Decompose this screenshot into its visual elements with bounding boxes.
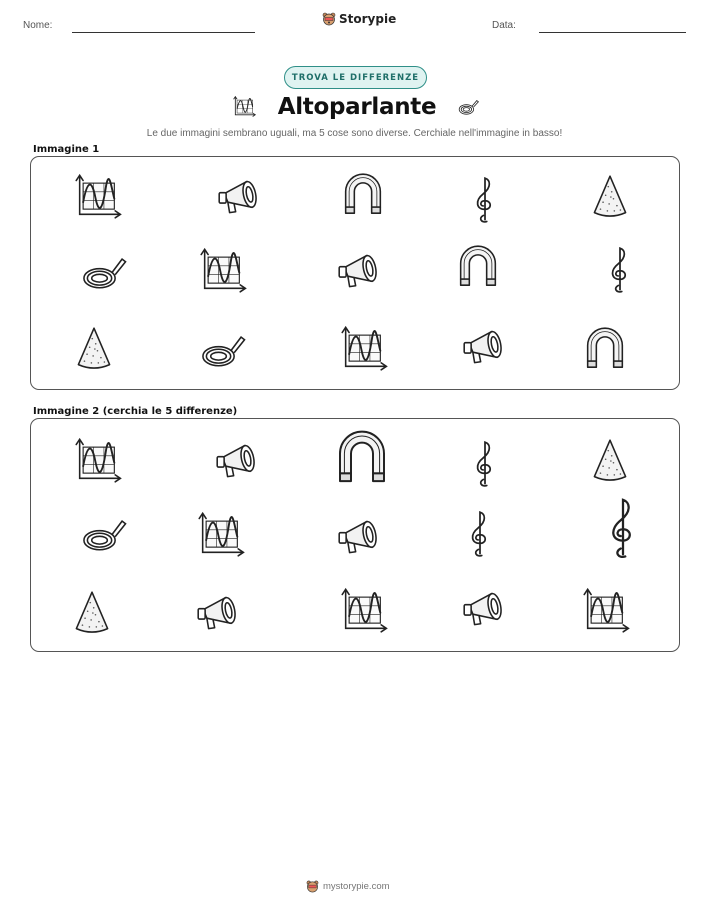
megaphone-icon[interactable] [193, 587, 245, 639]
chart-icon[interactable] [337, 585, 389, 637]
cone-icon[interactable] [66, 587, 118, 639]
coil-icon [456, 95, 480, 119]
treble-clef-icon[interactable] [589, 493, 657, 561]
megaphone-icon[interactable] [214, 171, 266, 223]
bear-logo-icon [322, 12, 336, 26]
treble-clef-icon[interactable] [459, 437, 511, 489]
name-label: Nome: [23, 20, 53, 31]
coil-icon[interactable] [77, 509, 129, 561]
megaphone-icon[interactable] [459, 321, 511, 373]
chart-icon[interactable] [194, 509, 246, 561]
magnet-icon[interactable] [579, 323, 631, 375]
chart-icon[interactable] [71, 171, 123, 223]
coil-icon[interactable] [77, 247, 129, 299]
footer-url[interactable]: mystorypie.com [323, 881, 390, 892]
megaphone-icon[interactable] [334, 511, 386, 563]
cone-icon[interactable] [584, 435, 636, 487]
magnet-icon[interactable] [452, 241, 504, 293]
megaphone-icon[interactable] [334, 245, 386, 297]
date-label: Data: [492, 20, 516, 31]
treble-clef-icon[interactable] [454, 507, 506, 559]
brand-logo [322, 12, 396, 26]
chart-icon[interactable] [579, 585, 631, 637]
megaphone-icon[interactable] [459, 583, 511, 635]
image1-label: Immagine 1 [33, 144, 100, 155]
treble-clef-icon[interactable] [459, 173, 511, 225]
magnet-icon[interactable] [329, 425, 395, 491]
activity-badge: TROVA LE DIFFERENZE [284, 66, 427, 89]
image1-panel [30, 156, 680, 390]
treble-clef-icon[interactable] [594, 243, 646, 295]
cone-icon[interactable] [68, 323, 120, 375]
brand-name: Storypie [339, 12, 397, 26]
page-title: Altoparlante [277, 94, 437, 120]
instructions: Le due immagini sembrano uguali, ma 5 cose sono diverse. Cerchiale nell'immagine in basso! [146, 128, 563, 139]
footer [306, 880, 390, 893]
cone-icon[interactable] [584, 171, 636, 223]
chart-icon[interactable] [71, 435, 123, 487]
chart-icon[interactable] [337, 323, 389, 375]
image2-panel [30, 418, 680, 652]
chart-icon [230, 94, 258, 120]
megaphone-icon[interactable] [212, 435, 264, 487]
chart-icon[interactable] [196, 245, 248, 297]
name-line[interactable] [72, 32, 255, 33]
image2-label: Immagine 2 (cerchia le 5 differenze) [33, 406, 238, 417]
magnet-icon[interactable] [337, 169, 389, 221]
date-line[interactable] [539, 32, 686, 33]
title-row [230, 92, 480, 122]
coil-icon[interactable] [196, 325, 248, 377]
bear-logo-icon [306, 880, 319, 893]
